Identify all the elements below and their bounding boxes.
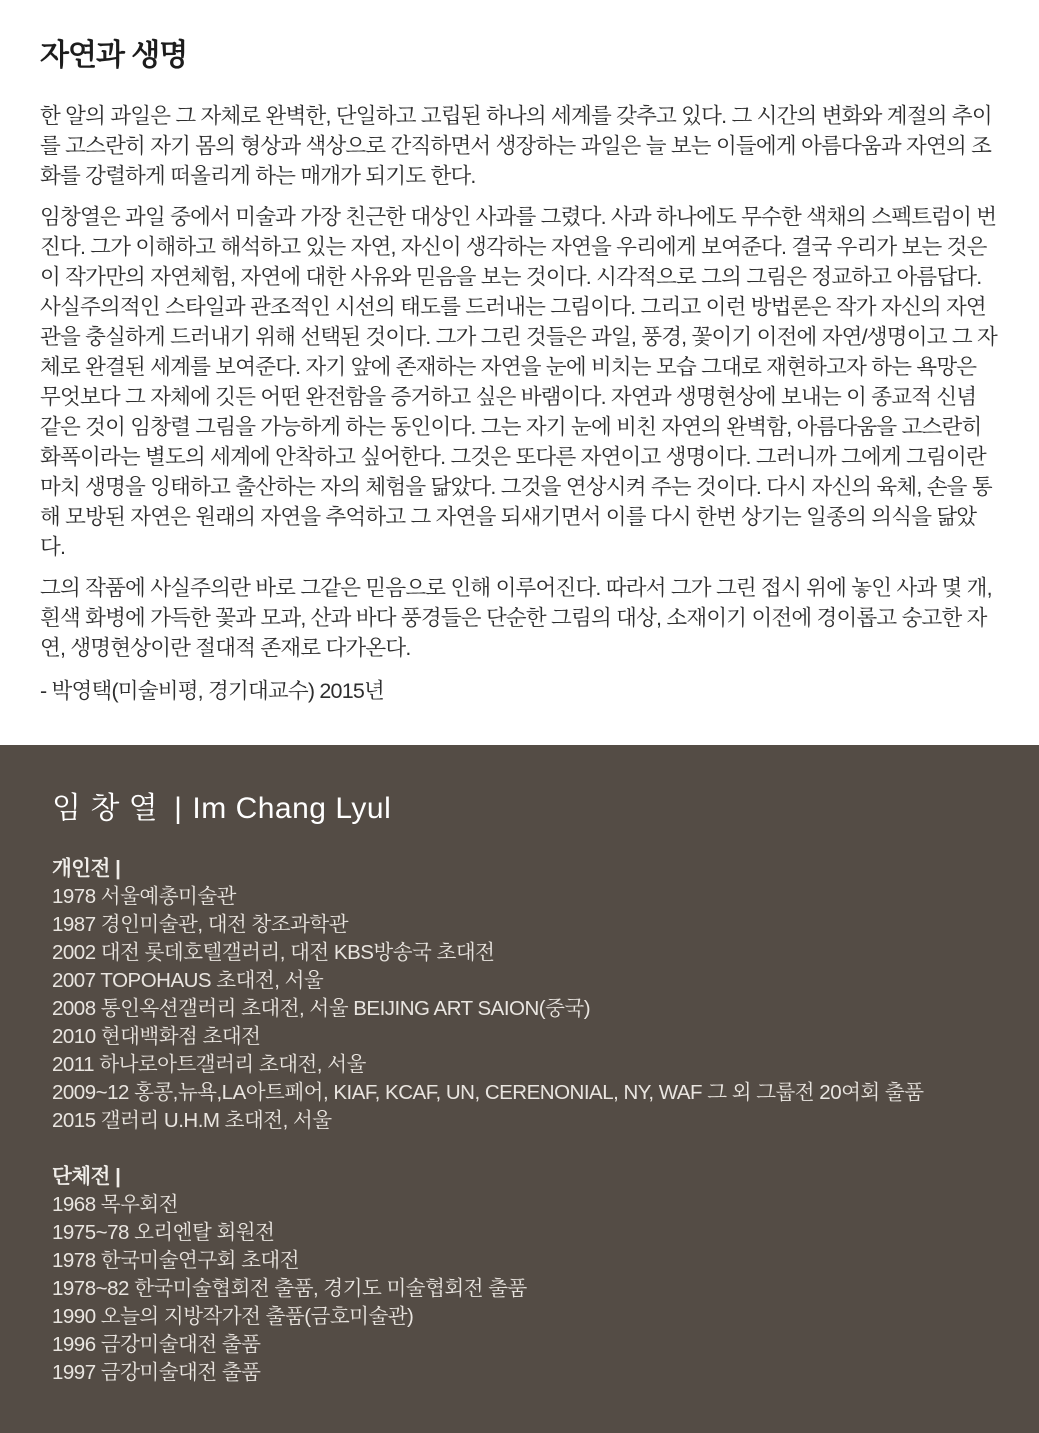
essay-paragraph-3: 그의 작품에 사실주의란 바로 그같은 믿음으로 인해 이루어진다. 따라서 그가 그린 접시 위에 놓인 사과 몇 개, 흰색 화병에 가득한 꽃과 모과, 산과 바다 풍경들은 단순한 그림의 대상, 소재이기 이전에 경이롭고 숭고한 자연, 생명현상이란 절대적 존재로 다가온다. (40, 576, 992, 660)
exhibition-item: 1996 금강미술대전 출품 (52, 1333, 261, 1356)
essay-attribution: - 박영택(미술비평, 경기대교수) 2015년 (40, 679, 385, 703)
group-exhibitions-label: 단체전 | (52, 1165, 121, 1188)
essay-title: 자연과 생명 (40, 39, 188, 72)
exhibition-item: 1978~82 한국미술협회전 출품, 경기도 미술협회전 출품 (52, 1277, 527, 1300)
group-exhibitions-section (52, 1163, 999, 1387)
solo-exhibitions-section (52, 855, 999, 1135)
exhibition-item: 1978 한국미술연구회 초대전 (52, 1249, 300, 1272)
exhibition-item: 2008 통인옥션갤러리 초대전, 서울 BEIJING ART SAION(중국) (52, 997, 591, 1020)
exhibition-item: 2015 갤러리 U.H.M 초대전, 서울 (52, 1109, 332, 1132)
exhibition-item: 2002 대전 롯데호텔갤러리, 대전 KBS방송국 초대전 (52, 941, 495, 964)
exhibition-item: 2010 현대백화점 초대전 (52, 1025, 261, 1048)
exhibition-item: 1997 금강미술대전 출품 (52, 1361, 261, 1384)
essay-paragraph-2: 임창열은 과일 중에서 미술과 가장 친근한 대상인 사과를 그렸다. 사과 하나에도 무수한 색채의 스펙트럼이 번진다. 그가 이해하고 해석하고 있는 자연, 자신이 생각하는 자연을 우리에게 보여준다. 결국 우리가 보는 것은 이 작가만의 자연체험, 자연에 대한 사유와 믿음을 보는 것이다. 시각적으로 그의 그림은 정교하고 아름답다. 사실주의적인 스타일과 관조적인 시선의 태도를 드러내는 그림이다. 그리고 이런 방법론은 작가 자신의 자연관을 충실하게 드러내기 위해 선택된 것이다. 그가 그린 것들은 과일, 풍경, 꽃이기 이전에 자연/생명이고 그 자체로 완결된 세계를 보여준다. 자기 앞에 존재하는 자연을 눈에 비치는 모습 그대로 재현하고자 하는 욕망은 무엇보다 그 자체에 깃든 어떤 완전함을 증거하고 싶은 바램이다. 자연과 생명현상에 보내는 이 종교적 신념 같은 것이 임창렬 그림을 가능하게 하는 동인이다. 그는 자기 눈에 비친 자연의 완벽함, 아름다움을 고스란히 화폭이라는 별도의 세계에 안착하고 싶어한다. 그것은 또다른 자연이고 생명이다. 그러니까 그에게 그림이란 마치 생명을 잉태하고 출산하는 자의 체험을 닮았다. 그것을 연상시켜 주는 것이다. 다시 자신의 육체, 손을 통해 모방된 자연은 원래의 자연을 추억하고 그 자연을 되새기면서 이를 다시 한번 상기는 일종의 의식을 닮았다. (40, 205, 997, 559)
solo-exhibitions-list (52, 883, 999, 1135)
exhibition-item: 1968 목우회전 (52, 1193, 179, 1216)
artist-panel (0, 745, 1039, 1433)
solo-exhibitions-label: 개인전 | (52, 857, 121, 880)
exhibition-item: 1990 오늘의 지방작가전 출품(금호미술관) (52, 1305, 414, 1328)
exhibition-item: 2007 TOPOHAUS 초대전, 서울 (52, 969, 324, 992)
group-exhibitions-list (52, 1191, 999, 1387)
essay-paragraph-1: 한 알의 과일은 그 자체로 완벽한, 단일하고 고립된 하나의 세계를 갖추고 있다. 그 시간의 변화와 계절의 추이를 고스란히 자기 몸의 형상과 색상으로 간직하면서 생장하는 과일은 늘 보는 이들에게 아름다움과 자연의 조화를 강렬하게 떠올리게 하는 매개가 되기도 한다. (40, 104, 992, 188)
exhibition-item: 2011 하나로아트갤러리 초대전, 서울 (52, 1053, 366, 1076)
exhibition-item: 1975~78 오리엔탈 회원전 (52, 1221, 275, 1244)
artist-name-divider: | (174, 792, 183, 825)
exhibition-item: 2009~12 홍콩,뉴욕,LA아트페어, KIAF, KCAF, UN, CERENONIAL, NY, WAF 그 외 그룹전 20여회 출품 (52, 1081, 924, 1104)
artist-name-english: Im Chang Lyul (192, 792, 392, 825)
artist-name-heading (52, 783, 999, 827)
artist-name-korean: 임 창 열 (52, 792, 159, 825)
exhibition-item: 1987 경인미술관, 대전 창조과학관 (52, 913, 349, 936)
exhibition-item: 1978 서울예총미술관 (52, 885, 236, 908)
